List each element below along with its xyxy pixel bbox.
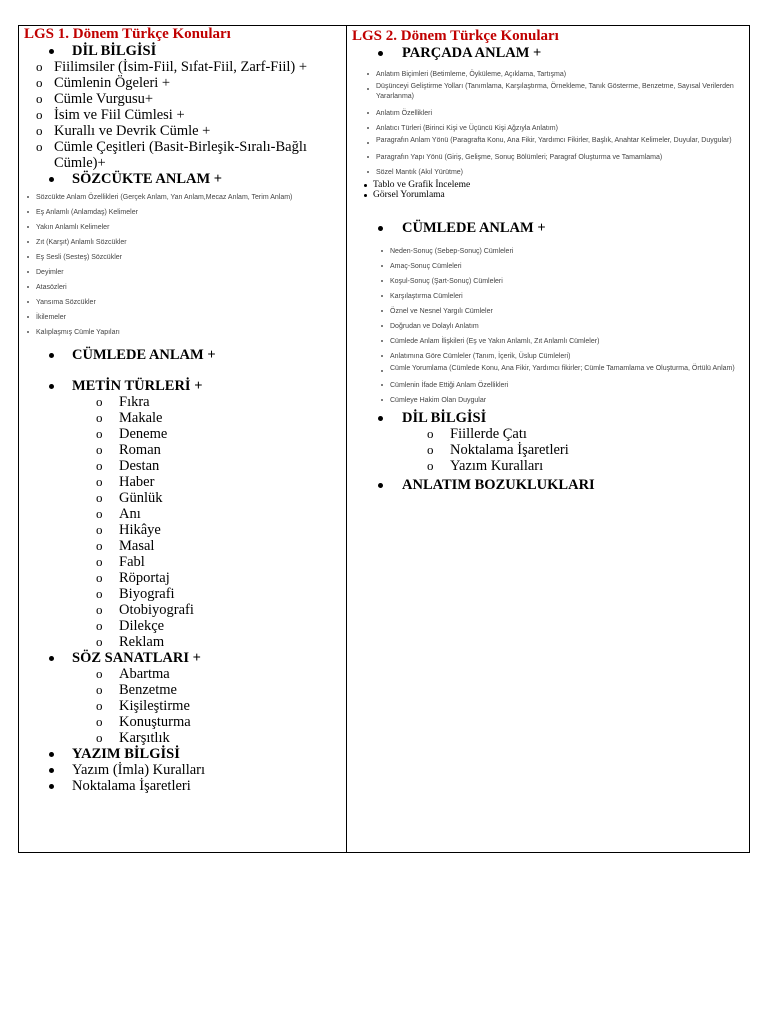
dil-bilgisi-heading: DİL BİLGİSİ	[24, 43, 344, 59]
bullet-icon	[49, 656, 54, 661]
list-item: o Roman	[96, 442, 161, 458]
circle-bullet-icon: o	[96, 682, 103, 697]
circle-bullet-icon: o	[96, 586, 103, 601]
list-item: Yakın Anlamlı Kelimeler	[12, 220, 344, 235]
list-item: Anlatıcı Türleri (Birinci Kişi ve Üçüncü Kişi Ağzıyla Anlatım)	[352, 121, 742, 136]
circle-bullet-icon: o	[96, 442, 103, 457]
list-item: Sözcükte Anlam Özellikleri (Gerçek Anlam, Yan Anlam,Mecaz Anlam, Terim Anlam)	[12, 190, 344, 205]
circle-bullet-icon: o	[36, 91, 43, 106]
bullet-icon	[378, 416, 383, 421]
list-item: o İsim ve Fiil Cümlesi +	[36, 107, 185, 123]
bullet-icon	[381, 310, 383, 312]
column-divider	[346, 26, 347, 852]
circle-bullet-icon: o	[96, 490, 103, 505]
list-item: Amaç-Sonuç Cümleleri	[352, 259, 737, 274]
list-item: Düşünceyi Geliştirme Yolları (Tanımlama, Karşılaştırma, Örnekleme, Tanık Gösterme, Benzetme, Sayısal Verilerden Yararlanma)	[352, 82, 742, 102]
right-column	[352, 26, 747, 493]
bullet-icon	[364, 194, 367, 197]
bullet-icon	[27, 316, 29, 318]
circle-bullet-icon: o	[36, 75, 43, 90]
bullet-icon	[27, 196, 29, 198]
list-item: o Destan	[96, 458, 160, 474]
bullet-icon	[381, 370, 383, 372]
list-item: o Fiilimsiler (İsim-Fiil, Sıfat-Fiil, Zarf-Fiil) +	[36, 59, 308, 75]
bullet-icon	[27, 286, 29, 288]
circle-bullet-icon: o	[96, 474, 103, 489]
bullet-icon	[378, 483, 383, 488]
bullet-icon	[364, 184, 367, 187]
list-item: o Hikâye	[96, 522, 161, 538]
bullet-icon	[367, 156, 369, 158]
bullet-icon	[49, 353, 54, 358]
bullet-icon	[367, 88, 369, 90]
circle-bullet-icon: o	[96, 618, 103, 633]
list-item: Karşılaştırma Cümleleri	[352, 289, 737, 304]
list-item: o Kişileştirme	[96, 698, 190, 714]
circle-bullet-icon: o	[96, 426, 103, 441]
list-item: o Anı	[96, 506, 141, 522]
list-item: Paragrafın Anlam Yönü (Paragrafta Konu, Ana Fikir, Yardımcı Fikirler, Başlık, Anahtar Kelimeler, Duyular, Duygular)	[352, 136, 742, 146]
bullet-icon	[49, 177, 54, 182]
parcada-anlam-heading: PARÇADA ANLAM +	[352, 45, 747, 61]
list-item: o Fiillerde Çatı	[427, 426, 527, 442]
list-item: Yansıma Sözcükler	[12, 295, 344, 310]
list-item: Deyimler	[12, 265, 344, 280]
list-item: Anlatım Özellikleri	[352, 106, 742, 121]
bullet-icon	[27, 226, 29, 228]
circle-bullet-icon: o	[96, 698, 103, 713]
list-item: Cümleye Hakim Olan Duygular	[352, 393, 737, 408]
list-item: Paragrafın Yapı Yönü (Giriş, Gelişme, Sonuç Bölümleri; Paragraf Oluşturma ve Tamamlama)	[352, 150, 742, 165]
list-item: Atasözleri	[12, 280, 344, 295]
bullet-icon	[381, 325, 383, 327]
list-item: Yazım (İmla) Kuralları	[24, 762, 344, 778]
metin-turleri-heading: METİN TÜRLERİ +	[24, 378, 344, 394]
bullet-icon	[367, 142, 369, 144]
list-item: Zıt (Karşıt) Anlamlı Sözcükler	[12, 235, 344, 250]
list-item: o Kurallı ve Devrik Cümle +	[36, 123, 211, 139]
list-item: o Otobiyografi	[96, 602, 194, 618]
bullet-icon	[27, 331, 29, 333]
bullet-icon	[49, 384, 54, 389]
list-item: o Makale	[96, 410, 163, 426]
list-item: Öznel ve Nesnel Yargılı Cümleler	[352, 304, 737, 319]
circle-bullet-icon: o	[36, 123, 43, 138]
soz-sanatlari-heading: SÖZ SANATLARI +	[24, 650, 344, 666]
sozcukte-anlam-heading: SÖZCÜKTE ANLAM +	[24, 171, 344, 187]
list-item: Doğrudan ve Dolaylı Anlatım	[352, 319, 737, 334]
cumlede-anlam-list	[352, 244, 737, 408]
bullet-icon	[381, 280, 383, 282]
bullet-icon	[381, 250, 383, 252]
circle-bullet-icon: o	[96, 410, 103, 425]
list-item: o Cümle Vurgusu+	[36, 91, 154, 107]
circle-bullet-icon: o	[96, 554, 103, 569]
anlatim-bozukluklari-heading: ANLATIM BOZUKLUKLARI	[352, 477, 747, 493]
bullet-icon	[49, 49, 54, 54]
list-item: o Fabl	[96, 554, 145, 570]
list-item: Koşul-Sonuç (Şart-Sonuç) Cümleleri	[352, 274, 737, 289]
circle-bullet-icon: o	[96, 458, 103, 473]
list-item: o Konuşturma	[96, 714, 191, 730]
list-item: o Cümlenin Ögeleri +	[36, 75, 171, 91]
circle-bullet-icon: o	[427, 442, 434, 457]
list-item: Noktalama İşaretleri	[24, 778, 344, 794]
list-item: o Haber	[96, 474, 155, 490]
circle-bullet-icon: o	[36, 59, 43, 74]
list-item: Tablo ve Grafik İnceleme	[344, 180, 747, 190]
bullet-icon	[49, 752, 54, 757]
bullet-icon	[27, 271, 29, 273]
bullet-icon	[381, 340, 383, 342]
bullet-icon	[378, 226, 383, 231]
bullet-icon	[381, 399, 383, 401]
circle-bullet-icon: o	[36, 139, 43, 154]
topics-table	[18, 25, 750, 853]
bullet-icon	[378, 51, 383, 56]
list-item: Eş Anlamlı (Anlamdaş) Kelimeler	[12, 205, 344, 220]
list-item: o Yazım Kuralları	[427, 458, 544, 474]
left-column	[24, 26, 344, 794]
list-item: Kalıplaşmış Cümle Yapıları	[12, 325, 344, 340]
list-item: Sözel Mantık (Akıl Yürütme)	[352, 165, 742, 180]
bullet-icon	[367, 171, 369, 173]
sozcukte-anlam-list	[12, 190, 344, 340]
bullet-icon	[27, 256, 29, 258]
list-item: Eş Sesli (Sesteş) Sözcükler	[12, 250, 344, 265]
circle-bullet-icon: o	[96, 394, 103, 409]
bullet-icon	[27, 211, 29, 213]
left-column-title: LGS 1. Dönem Türkçe Konuları	[24, 26, 231, 42]
circle-bullet-icon: o	[96, 506, 103, 521]
list-item: o Cümle Çeşitleri (Basit-Birleşik-Sıralı-Bağlı Cümle)+	[36, 139, 307, 171]
list-item: Cümle Yorumlama (Cümlede Konu, Ana Fikir, Yardımcı fikirler; Cümle Tamamlama ve Oluşturma, Örtülü Anlam)	[352, 364, 737, 374]
circle-bullet-icon: o	[36, 107, 43, 122]
list-item: o Abartma	[96, 666, 170, 682]
list-item: o Günlük	[96, 490, 163, 506]
list-item: o Biyografi	[96, 586, 175, 602]
circle-bullet-icon: o	[96, 602, 103, 617]
bullet-icon	[49, 768, 54, 773]
list-item: o Fıkra	[96, 394, 150, 410]
circle-bullet-icon: o	[427, 426, 434, 441]
list-item: o Benzetme	[96, 682, 177, 698]
circle-bullet-icon: o	[96, 570, 103, 585]
dil-bilgisi-heading-right: DİL BİLGİSİ	[352, 410, 747, 426]
list-item: o Reklam	[96, 634, 165, 650]
right-column-title: LGS 2. Dönem Türkçe Konuları	[352, 28, 559, 44]
cumlede-anlam-heading-right: CÜMLEDE ANLAM +	[352, 220, 747, 236]
list-item: Cümlenin İfade Ettiği Anlam Özellikleri	[352, 378, 737, 393]
list-item: Görsel Yorumlama	[344, 190, 747, 200]
bullet-icon	[367, 112, 369, 114]
circle-bullet-icon: o	[96, 666, 103, 681]
list-item: Anlatım Biçimleri (Betimleme, Öyküleme, Açıklama, Tartışma)	[352, 67, 742, 82]
list-item: o Dilekçe	[96, 618, 165, 634]
cumlede-anlam-heading: CÜMLEDE ANLAM +	[24, 347, 344, 363]
bullet-icon	[381, 295, 383, 297]
circle-bullet-icon: o	[96, 730, 103, 745]
bullet-icon	[381, 355, 383, 357]
list-item: o Karşıtlık	[96, 730, 170, 746]
yazim-bilgisi-heading: YAZIM BİLGİSİ	[24, 746, 344, 762]
list-item: o Masal	[96, 538, 155, 554]
circle-bullet-icon: o	[427, 458, 434, 473]
list-item: o Röportaj	[96, 570, 170, 586]
list-item: Anlatımına Göre Cümleler (Tanım, İçerik, Üslup Cümleleri)	[352, 349, 737, 364]
bullet-icon	[27, 301, 29, 303]
list-item: o Noktalama İşaretleri	[427, 442, 569, 458]
circle-bullet-icon: o	[96, 714, 103, 729]
bullet-icon	[49, 784, 54, 789]
bullet-icon	[381, 384, 383, 386]
circle-bullet-icon: o	[96, 634, 103, 649]
bullet-icon	[367, 127, 369, 129]
list-item: Neden-Sonuç (Sebep-Sonuç) Cümleleri	[352, 244, 737, 259]
bullet-icon	[367, 73, 369, 75]
parcada-anlam-list	[352, 67, 742, 180]
list-item: İkilemeler	[12, 310, 344, 325]
circle-bullet-icon: o	[96, 538, 103, 553]
bullet-icon	[27, 241, 29, 243]
list-item: Cümlede Anlam İlişkileri (Eş ve Yakın Anlamlı, Zıt Anlamlı Cümleler)	[352, 334, 737, 349]
bullet-icon	[381, 265, 383, 267]
circle-bullet-icon: o	[96, 522, 103, 537]
list-item: o Deneme	[96, 426, 168, 442]
